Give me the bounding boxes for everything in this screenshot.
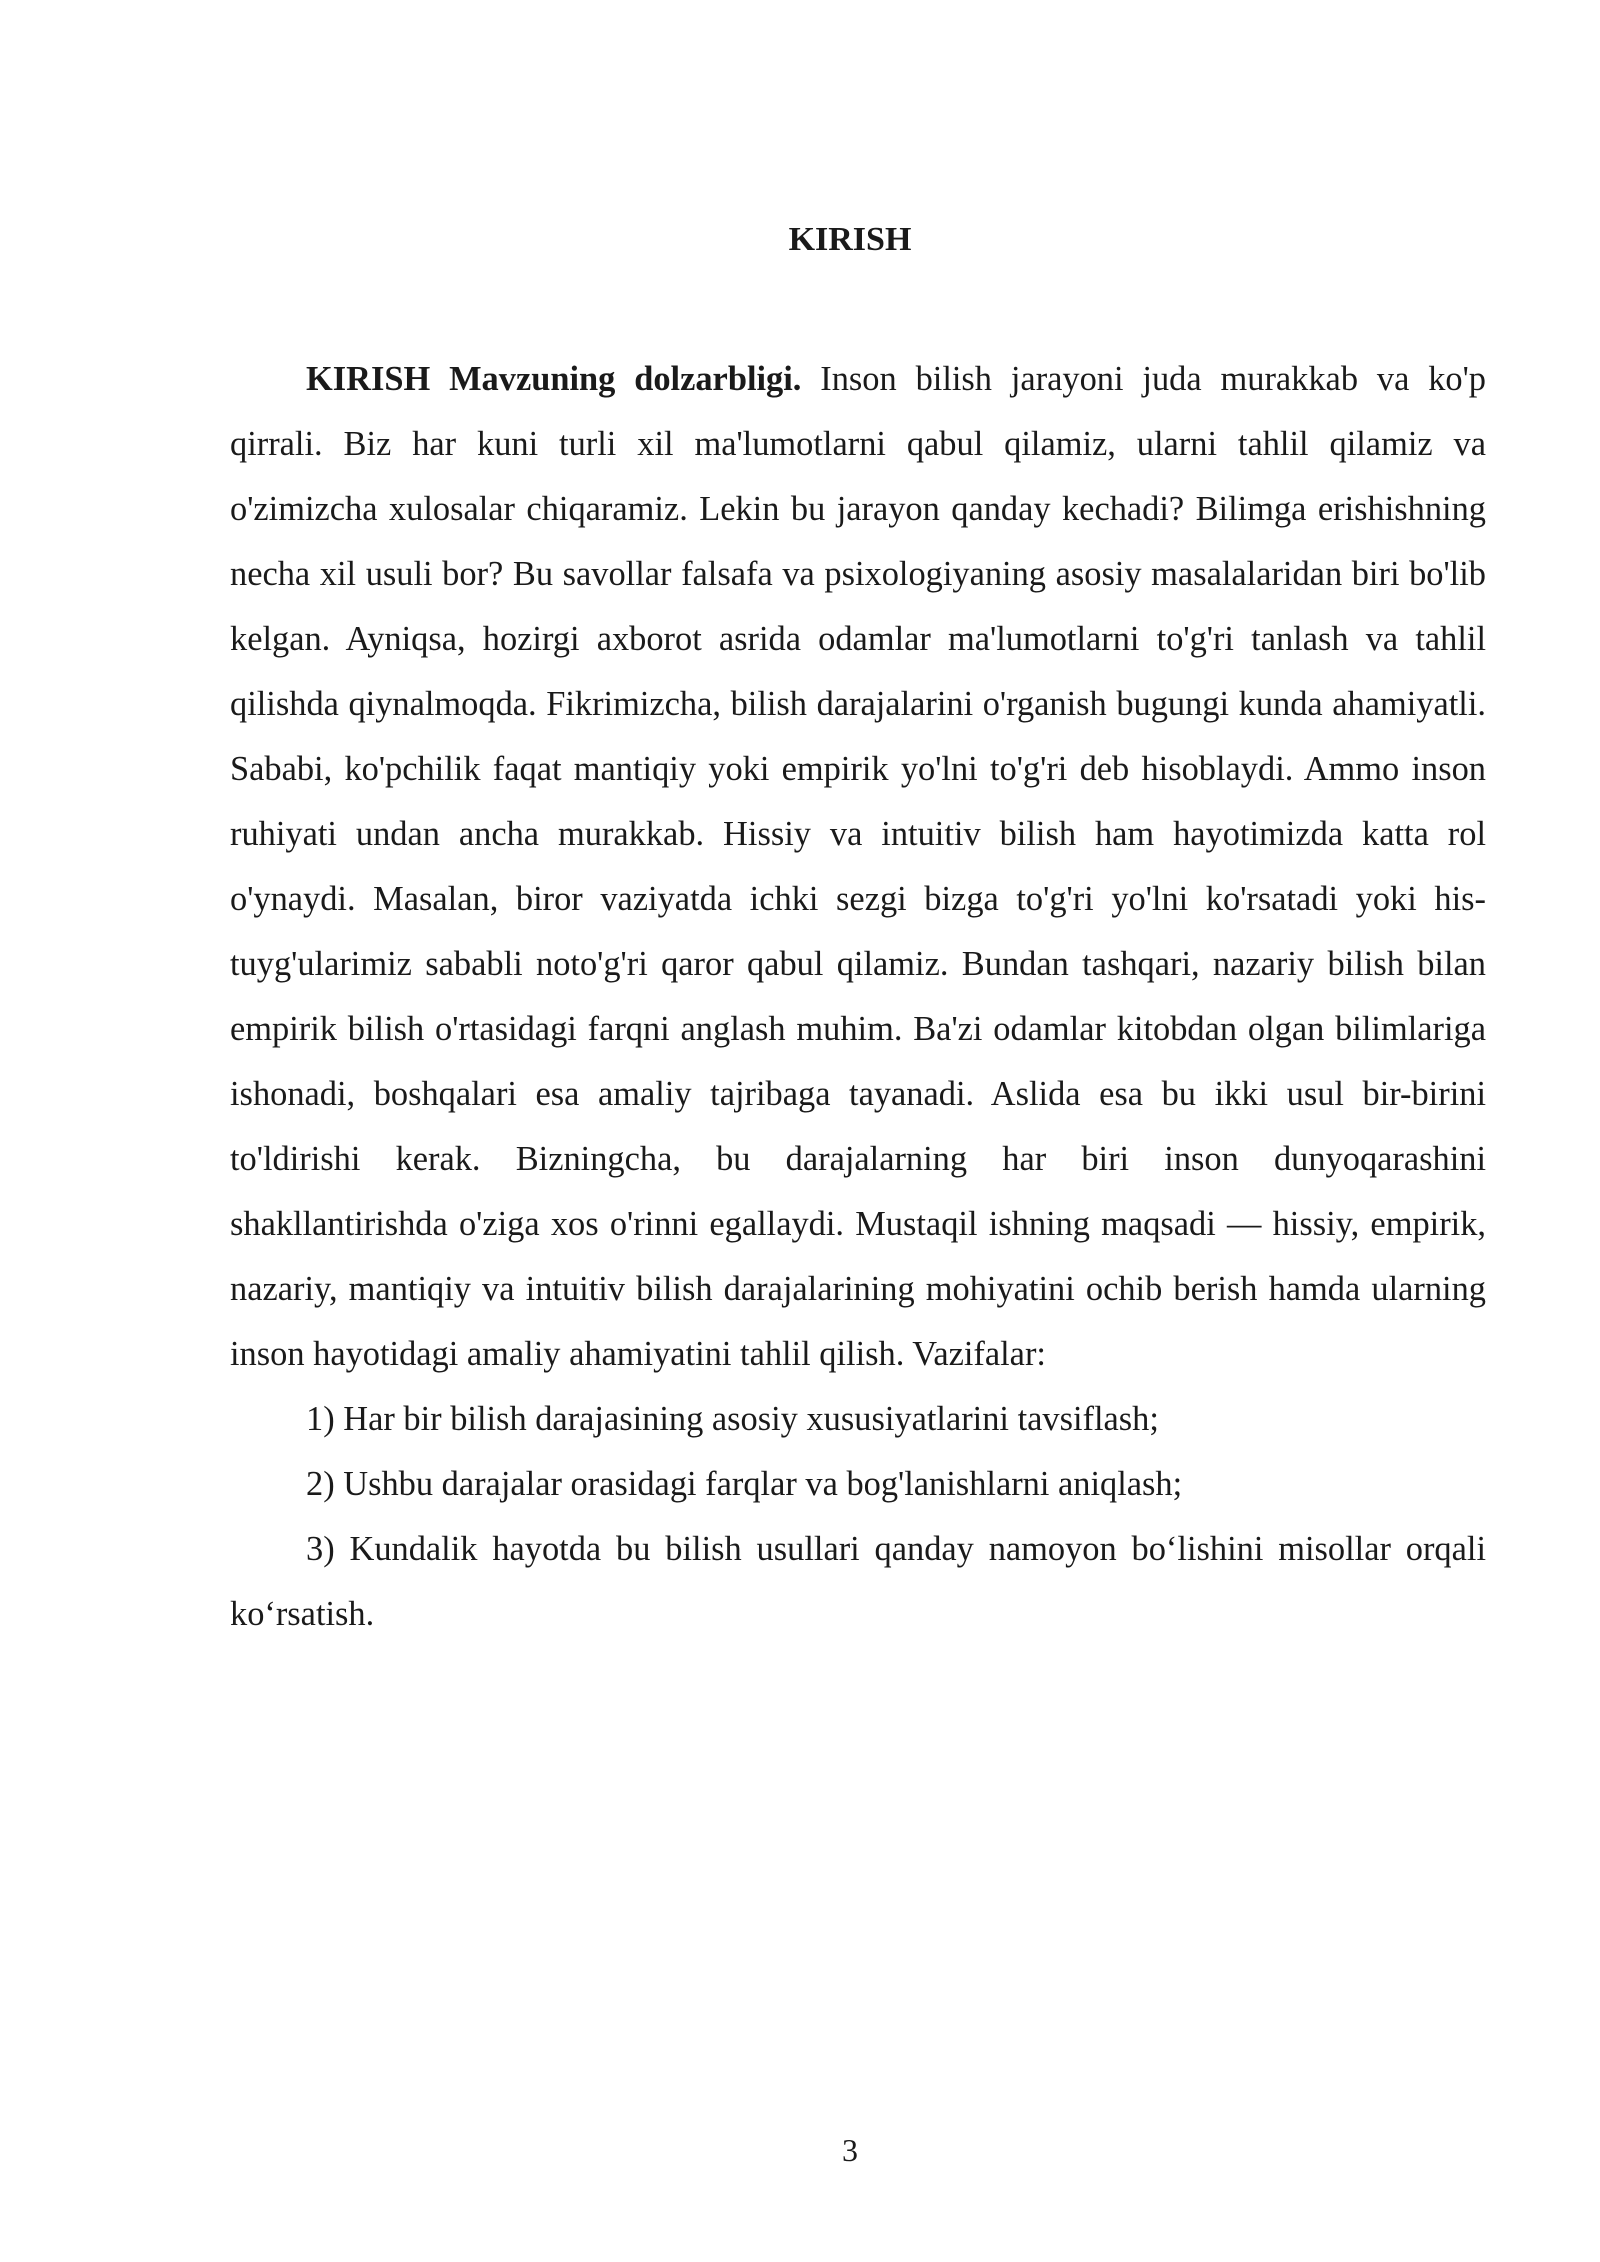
body-text bbox=[230, 347, 1486, 1647]
page-number: 3 bbox=[842, 2132, 858, 2168]
section-heading: KIRISH bbox=[788, 221, 912, 258]
task-item-2: 2) Ushbu darajalar orasidagi farqlar va bog'lanishlarni aniqlash; bbox=[306, 1465, 1183, 1503]
intro-paragraph bbox=[230, 347, 1486, 1387]
intro-text: Inson bilish jarayoni juda murakkab va ko'p qirrali. Biz har kuni turli xil ma'lumotlarni qabul qilamiz, ularni tahlil qilamiz va o'zimizcha xulosalar chiqaramiz. Lekin bu jarayon qanday kechadi? Bilimga erishishning necha xil usuli bor? Bu savollar falsafa va psixologiyaning asosiy masalalaridan biri bo'lib kelgan. Ayniqsa, hozirgi axborot asrida odamlar ma'lumotlarni to'g'ri tanlash va tahlil qilishda qiynalmoqda. Fikrimizcha, bilish darajalarini o'rganish bugungi kunda ahamiyatli. Sababi, ko'pchilik faqat mantiqiy yoki empirik yo'lni to'g'ri deb hisoblaydi. Ammo inson ruhiyati undan ancha murakkab. Hissiy va intuitiv bilish ham hayotimizda katta rol o'ynaydi. Masalan, biror vaziyatda ichki sezgi bizga to'g'ri yo'lni ko'rsatadi yoki his-tuyg'ularimiz sababli noto'g'ri qaror qabul qilamiz. Bundan tashqari, nazariy bilish bilan empirik bilish o'rtasidagi farqni anglash muhim. Ba'zi odamlar kitobdan olgan bilimlariga ishonadi, boshqalari esa amaliy tajribaga tayanadi. Aslida esa bu ikki usul bir-birini to'ldirishi kerak. Bizningcha, bu darajalarning har biri inson dunyoqarashini shakllantirishda o'ziga xos o'rinni egallaydi. Mustaqil ishning maqsadi — hissiy, empirik, nazariy, mantiqiy va intuitiv bilish darajalarining mohiyatini ochib berish hamda ularning inson hayotidagi amaliy ahamiyatini tahlil qilish. Vazifalar: bbox=[230, 360, 1486, 1373]
task-item-3: 3) Kundalik hayotda bu bilish usullari qanday namoyon bo‘lishini misollar orqali ko‘rsatish. bbox=[230, 1530, 1486, 1633]
task-item-1: 1) Har bir bilish darajasining asosiy xususiyatlarini tavsiflash; bbox=[306, 1400, 1159, 1438]
intro-bold-lead: KIRISH Mavzuning dolzarbligi. bbox=[306, 360, 802, 398]
